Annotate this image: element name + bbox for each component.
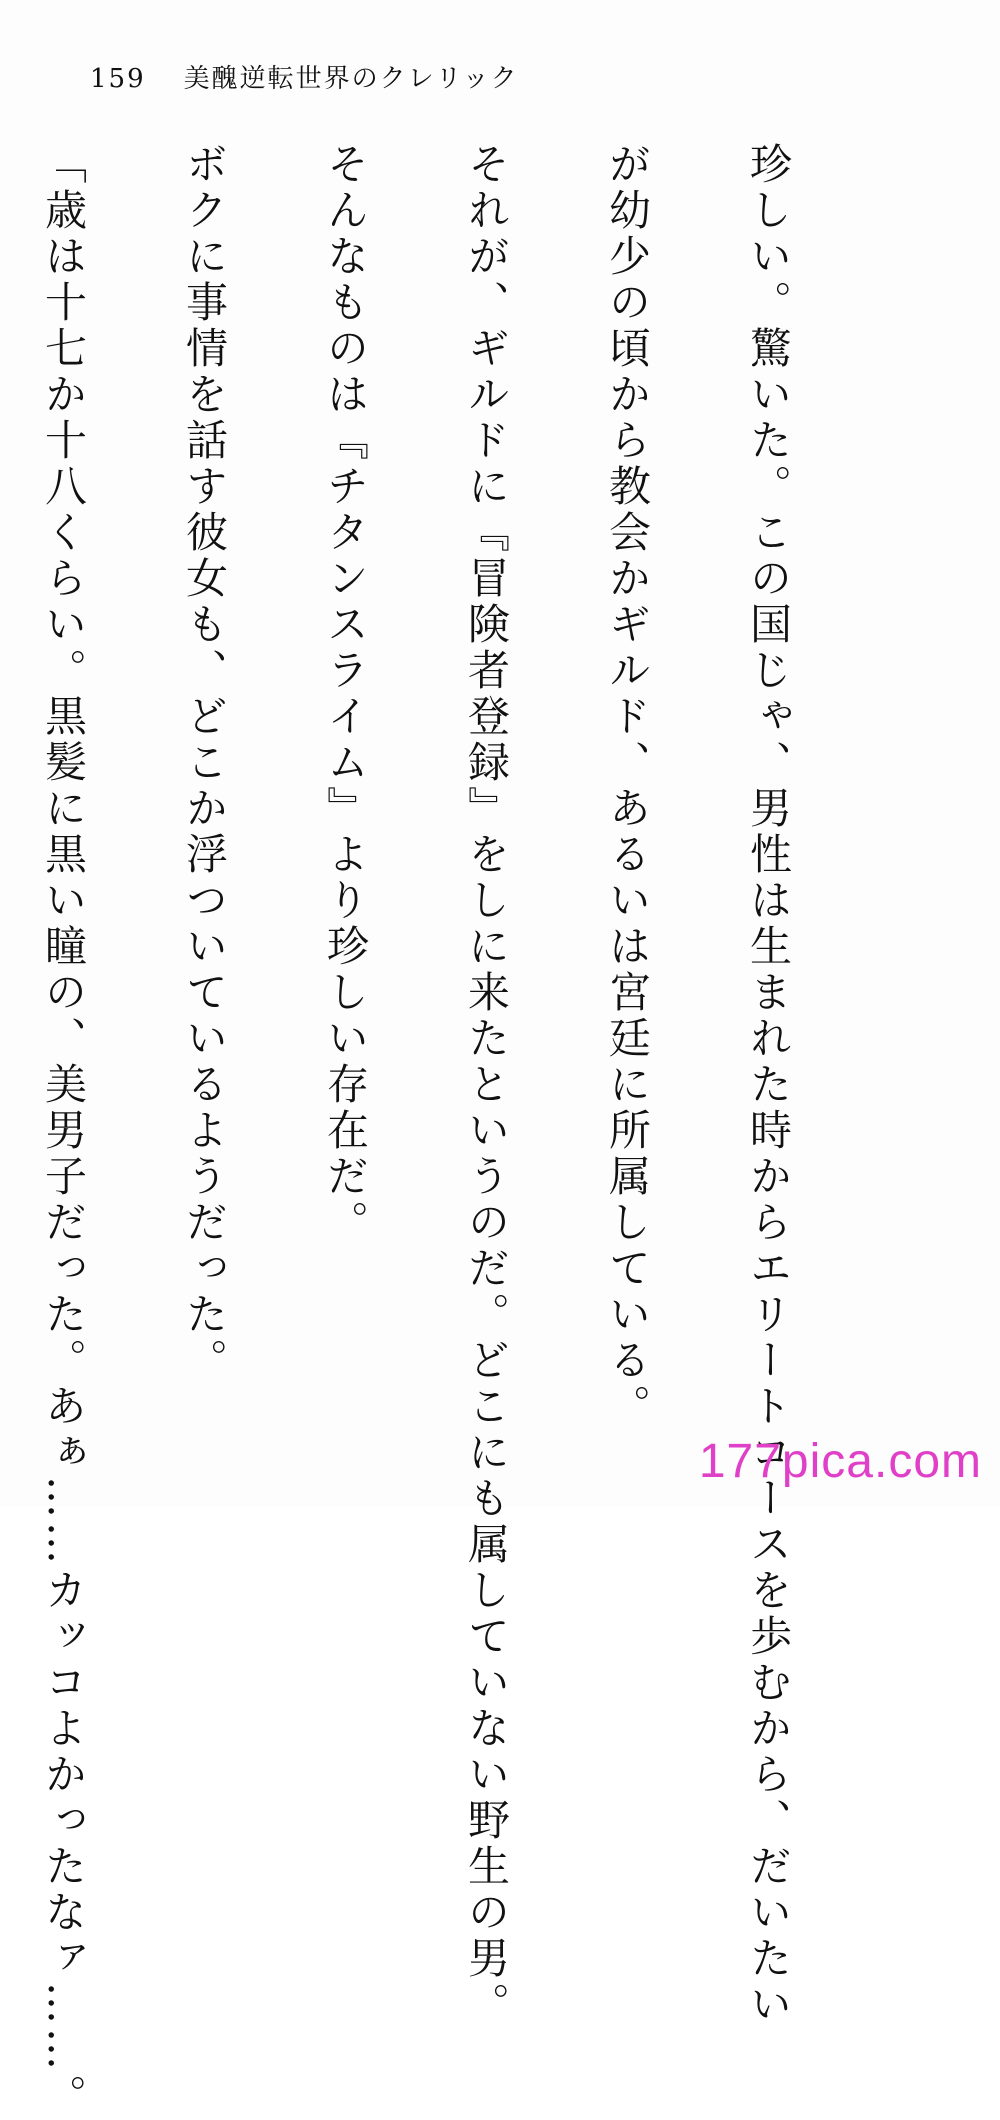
text-column: ボクに事情を話す彼女も、どこか浮ついているようだった。	[180, 142, 229, 1384]
running-header	[90, 58, 519, 95]
text-column: 「歳は十七か十八くらい。黒髪に黒い瞳の、美男子だった。あぁ……カッコよかったなァ……。	[39, 142, 88, 2120]
text-column: そんなものは『チタンスライム』より珍しい存在だ。	[321, 142, 370, 1246]
page-number: 159	[90, 64, 146, 94]
text-column: 珍しい。驚いた。この国じゃ、男性は生まれた時からエリートコースを歩むから、だいたい	[744, 142, 793, 2028]
text-column: それが、ギルドに『冒険者登録』をしに来たというのだ。どこにも属していない野生の男。	[462, 142, 511, 2028]
site-watermark: 177pica.com	[698, 1435, 982, 1488]
text-column: が幼少の頃から教会かギルド、あるいは宮廷に所属している。	[603, 142, 652, 1430]
book-title: 美醜逆転世界のクレリック	[183, 64, 519, 94]
